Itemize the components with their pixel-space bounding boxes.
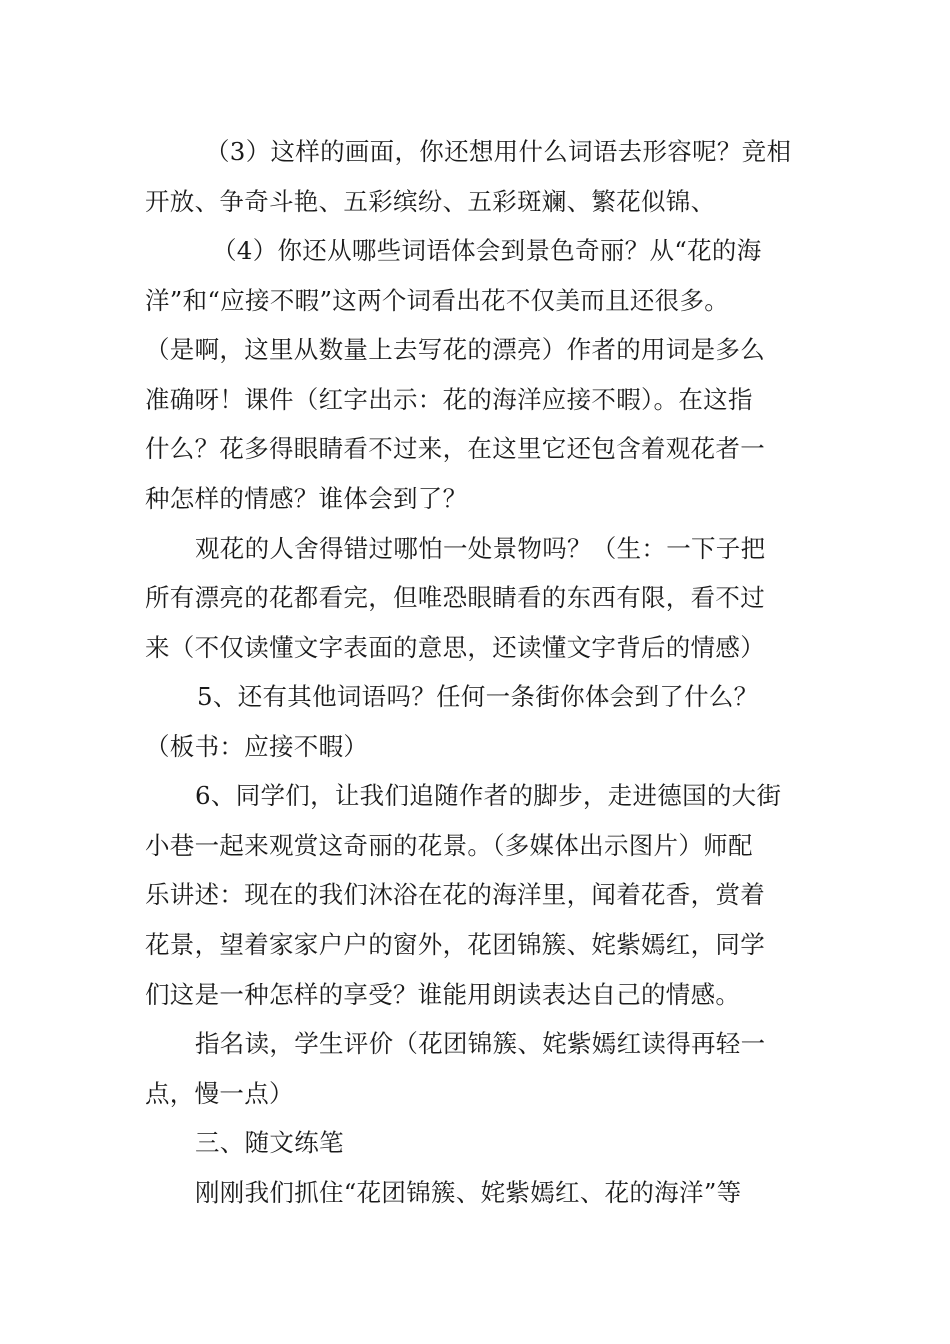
text-line: 什么？花多得眼睛看不过来，在这里它还包含着观花者一 [145, 434, 765, 463]
text-line: 刚刚我们抓住“花团锦簇、姹紫嫣红、花的海洋”等 [195, 1178, 742, 1207]
text-line: 所有漂亮的花都看完，但唯恐眼睛看的东西有限，看不过 [145, 583, 765, 612]
text-line: 开放、争奇斗艳、五彩缤纷、五彩斑斓、繁花似锦、 [145, 187, 716, 216]
text-line: 指名读，学生评价（花团锦簇、姹紫嫣红读得再轻一 [195, 1029, 766, 1058]
text-line: 6、同学们，让我们追随作者的脚步，走进德国的大街 [195, 781, 782, 810]
text-line: （3）这样的画面，你还想用什么词语去形容呢？竞相 [205, 137, 792, 166]
section-heading: 三、随文练笔 [195, 1128, 344, 1157]
text-line: （板书：应接不暇） [145, 732, 369, 761]
text-line: 点，慢一点） [145, 1079, 294, 1108]
text-line: （4）你还从哪些词语体会到景色奇丽？从“花的海 [212, 236, 762, 265]
text-line: 来（不仅读懂文字表面的意思，还读懂文字背后的情感） [145, 633, 765, 662]
text-line: 花景，望着家家户户的窗外，花团锦簇、姹紫嫣红，同学 [145, 930, 765, 959]
text-line: 们这是一种怎样的享受？谁能用朗读表达自己的情感。 [145, 980, 741, 1009]
text-line: 准确呀！课件（红字出示：花的海洋应接不暇）。在这指 [145, 385, 753, 414]
text-line: 观花的人舍得错过哪怕一处景物吗？（生：一下子把 [195, 534, 766, 563]
text-line: （是啊，这里从数量上去写花的漂亮）作者的用词是多么 [145, 335, 765, 364]
text-line: 小巷一起来观赏这奇丽的花景。（多媒体出示图片）师配 [145, 831, 753, 860]
text-line: 乐讲述：现在的我们沐浴在花的海洋里，闻着花香，赏着 [145, 880, 765, 909]
text-line: 洋”和“应接不暇”这两个词看出花不仅美而且还很多。 [145, 286, 730, 315]
text-line: 5、还有其他词语吗？任何一条街你体会到了什么？ [197, 682, 759, 711]
text-line: 种怎样的情感？谁体会到了？ [145, 484, 468, 513]
